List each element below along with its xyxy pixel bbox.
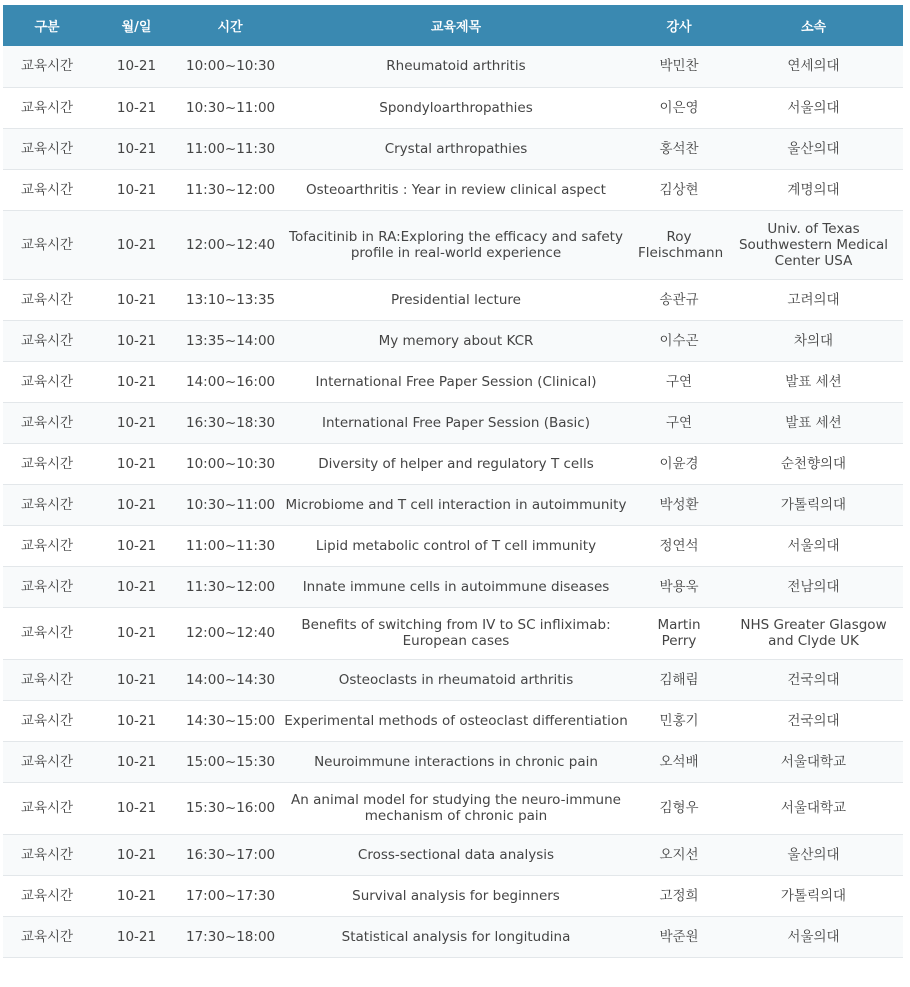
table-row [3,525,903,566]
cell-category: 교육시간 [3,128,91,169]
table-row [3,875,903,916]
header-lecturer: 강사 [634,5,724,46]
cell-category: 교육시간 [3,46,91,87]
cell-lecturer: 박용욱 [634,566,724,607]
table-row [3,169,903,210]
cell-title: An animal model for studying the neuro-immune mechanism of chronic pain [278,782,634,834]
cell-lecturer: 박성환 [634,484,724,525]
cell-lecturer: 송관규 [634,279,724,320]
cell-affiliation: 연세의대 [724,46,903,87]
cell-category: 교육시간 [3,279,91,320]
cell-affiliation: 서울의대 [724,87,903,128]
cell-lecturer: 이윤경 [634,443,724,484]
cell-date: 10-21 [91,361,182,402]
cell-category: 교육시간 [3,875,91,916]
cell-date: 10-21 [91,741,182,782]
cell-time: 13:10~13:35 [182,279,278,320]
cell-lecturer: Roy Fleischmann [634,210,724,279]
cell-title: Crystal arthropathies [278,128,634,169]
table-body [3,46,903,957]
cell-date: 10-21 [91,320,182,361]
cell-title: Spondyloarthropathies [278,87,634,128]
cell-category: 교육시간 [3,87,91,128]
cell-lecturer: 이수곤 [634,320,724,361]
cell-title: Lipid metabolic control of T cell immunity [278,525,634,566]
cell-time: 15:30~16:00 [182,782,278,834]
cell-title: Presidential lecture [278,279,634,320]
cell-title: Cross-sectional data analysis [278,834,634,875]
cell-category: 교육시간 [3,834,91,875]
cell-affiliation: 서울의대 [724,916,903,957]
cell-title: Statistical analysis for longitudina [278,916,634,957]
cell-date: 10-21 [91,402,182,443]
table-row [3,210,903,279]
cell-time: 12:00~12:40 [182,210,278,279]
cell-time: 11:30~12:00 [182,566,278,607]
table-header [3,5,903,46]
cell-time: 10:00~10:30 [182,443,278,484]
cell-affiliation: NHS Greater Glasgow and Clyde UK [724,607,903,659]
cell-title: Microbiome and T cell interaction in autoimmunity [278,484,634,525]
cell-time: 14:00~14:30 [182,659,278,700]
cell-affiliation: 차의대 [724,320,903,361]
table-row [3,361,903,402]
cell-title: My memory about KCR [278,320,634,361]
cell-time: 15:00~15:30 [182,741,278,782]
cell-time: 17:30~18:00 [182,916,278,957]
cell-affiliation: Univ. of Texas Southwestern Medical Center USA [724,210,903,279]
cell-affiliation: 전남의대 [724,566,903,607]
cell-lecturer: 김해림 [634,659,724,700]
cell-category: 교육시간 [3,402,91,443]
cell-title: Neuroimmune interactions in chronic pain [278,741,634,782]
table-row [3,320,903,361]
cell-lecturer: 구연 [634,361,724,402]
cell-time: 11:00~11:30 [182,525,278,566]
cell-time: 14:00~16:00 [182,361,278,402]
cell-affiliation: 가톨릭의대 [724,484,903,525]
table-row [3,484,903,525]
table-row [3,659,903,700]
cell-date: 10-21 [91,210,182,279]
cell-title: Diversity of helper and regulatory T cells [278,443,634,484]
table-row [3,607,903,659]
table-row [3,402,903,443]
table-row [3,46,903,87]
cell-time: 10:30~11:00 [182,484,278,525]
cell-category: 교육시간 [3,361,91,402]
cell-date: 10-21 [91,916,182,957]
cell-lecturer: 오지선 [634,834,724,875]
cell-title: International Free Paper Session (Clinical) [278,361,634,402]
cell-lecturer: 박민찬 [634,46,724,87]
cell-lecturer: 오석배 [634,741,724,782]
cell-date: 10-21 [91,566,182,607]
cell-category: 교육시간 [3,320,91,361]
cell-category: 교육시간 [3,741,91,782]
cell-lecturer: 민홍기 [634,700,724,741]
cell-category: 교육시간 [3,484,91,525]
table-row [3,741,903,782]
cell-category: 교육시간 [3,443,91,484]
header-title: 교육제목 [278,5,634,46]
cell-affiliation: 서울대학교 [724,782,903,834]
cell-date: 10-21 [91,46,182,87]
cell-category: 교육시간 [3,607,91,659]
table-row [3,279,903,320]
cell-date: 10-21 [91,700,182,741]
cell-time: 13:35~14:00 [182,320,278,361]
cell-title: Rheumatoid arthritis [278,46,634,87]
cell-affiliation: 계명의대 [724,169,903,210]
table-row [3,443,903,484]
cell-time: 11:30~12:00 [182,169,278,210]
table-row [3,834,903,875]
table-row [3,128,903,169]
header-affiliation: 소속 [724,5,903,46]
header-time: 시간 [182,5,278,46]
table-row [3,700,903,741]
cell-affiliation: 건국의대 [724,700,903,741]
cell-title: Experimental methods of osteoclast differentiation [278,700,634,741]
table-row [3,566,903,607]
cell-category: 교육시간 [3,525,91,566]
cell-lecturer: 구연 [634,402,724,443]
header-category: 구분 [3,5,91,46]
cell-lecturer: 정연석 [634,525,724,566]
cell-affiliation: 가톨릭의대 [724,875,903,916]
cell-title: Tofacitinib in RA:Exploring the efficacy and safety profile in real-world experience [278,210,634,279]
cell-date: 10-21 [91,875,182,916]
cell-time: 10:00~10:30 [182,46,278,87]
cell-affiliation: 울산의대 [724,834,903,875]
cell-time: 14:30~15:00 [182,700,278,741]
cell-lecturer: 김상현 [634,169,724,210]
header-date: 월/일 [91,5,182,46]
cell-time: 10:30~11:00 [182,87,278,128]
cell-category: 교육시간 [3,700,91,741]
table-row [3,782,903,834]
cell-time: 16:30~18:30 [182,402,278,443]
cell-date: 10-21 [91,607,182,659]
cell-category: 교육시간 [3,659,91,700]
cell-affiliation: 서울대학교 [724,741,903,782]
cell-lecturer: 김형우 [634,782,724,834]
cell-date: 10-21 [91,279,182,320]
cell-affiliation: 건국의대 [724,659,903,700]
cell-title: Innate immune cells in autoimmune diseases [278,566,634,607]
cell-affiliation: 울산의대 [724,128,903,169]
cell-time: 12:00~12:40 [182,607,278,659]
cell-date: 10-21 [91,128,182,169]
cell-lecturer: Martin Perry [634,607,724,659]
cell-category: 교육시간 [3,210,91,279]
cell-affiliation: 서울의대 [724,525,903,566]
cell-affiliation: 고려의대 [724,279,903,320]
table-row [3,916,903,957]
cell-date: 10-21 [91,443,182,484]
cell-title: Benefits of switching from IV to SC infliximab: European cases [278,607,634,659]
cell-category: 교육시간 [3,782,91,834]
cell-date: 10-21 [91,525,182,566]
cell-category: 교육시간 [3,566,91,607]
cell-title: Survival analysis for beginners [278,875,634,916]
cell-lecturer: 이은영 [634,87,724,128]
cell-title: Osteoclasts in rheumatoid arthritis [278,659,634,700]
schedule-table [3,5,903,958]
cell-title: Osteoarthritis : Year in review clinical aspect [278,169,634,210]
cell-time: 17:00~17:30 [182,875,278,916]
cell-lecturer: 박준원 [634,916,724,957]
cell-affiliation: 발표 세션 [724,361,903,402]
schedule-table-container [3,5,903,958]
cell-lecturer: 홍석찬 [634,128,724,169]
cell-lecturer: 고정희 [634,875,724,916]
cell-date: 10-21 [91,782,182,834]
cell-affiliation: 순천향의대 [724,443,903,484]
cell-time: 16:30~17:00 [182,834,278,875]
cell-time: 11:00~11:30 [182,128,278,169]
table-row [3,87,903,128]
cell-date: 10-21 [91,87,182,128]
header-row [3,5,903,46]
cell-category: 교육시간 [3,916,91,957]
cell-title: International Free Paper Session (Basic) [278,402,634,443]
cell-date: 10-21 [91,834,182,875]
cell-category: 교육시간 [3,169,91,210]
cell-affiliation: 발표 세션 [724,402,903,443]
cell-date: 10-21 [91,169,182,210]
cell-date: 10-21 [91,659,182,700]
cell-date: 10-21 [91,484,182,525]
